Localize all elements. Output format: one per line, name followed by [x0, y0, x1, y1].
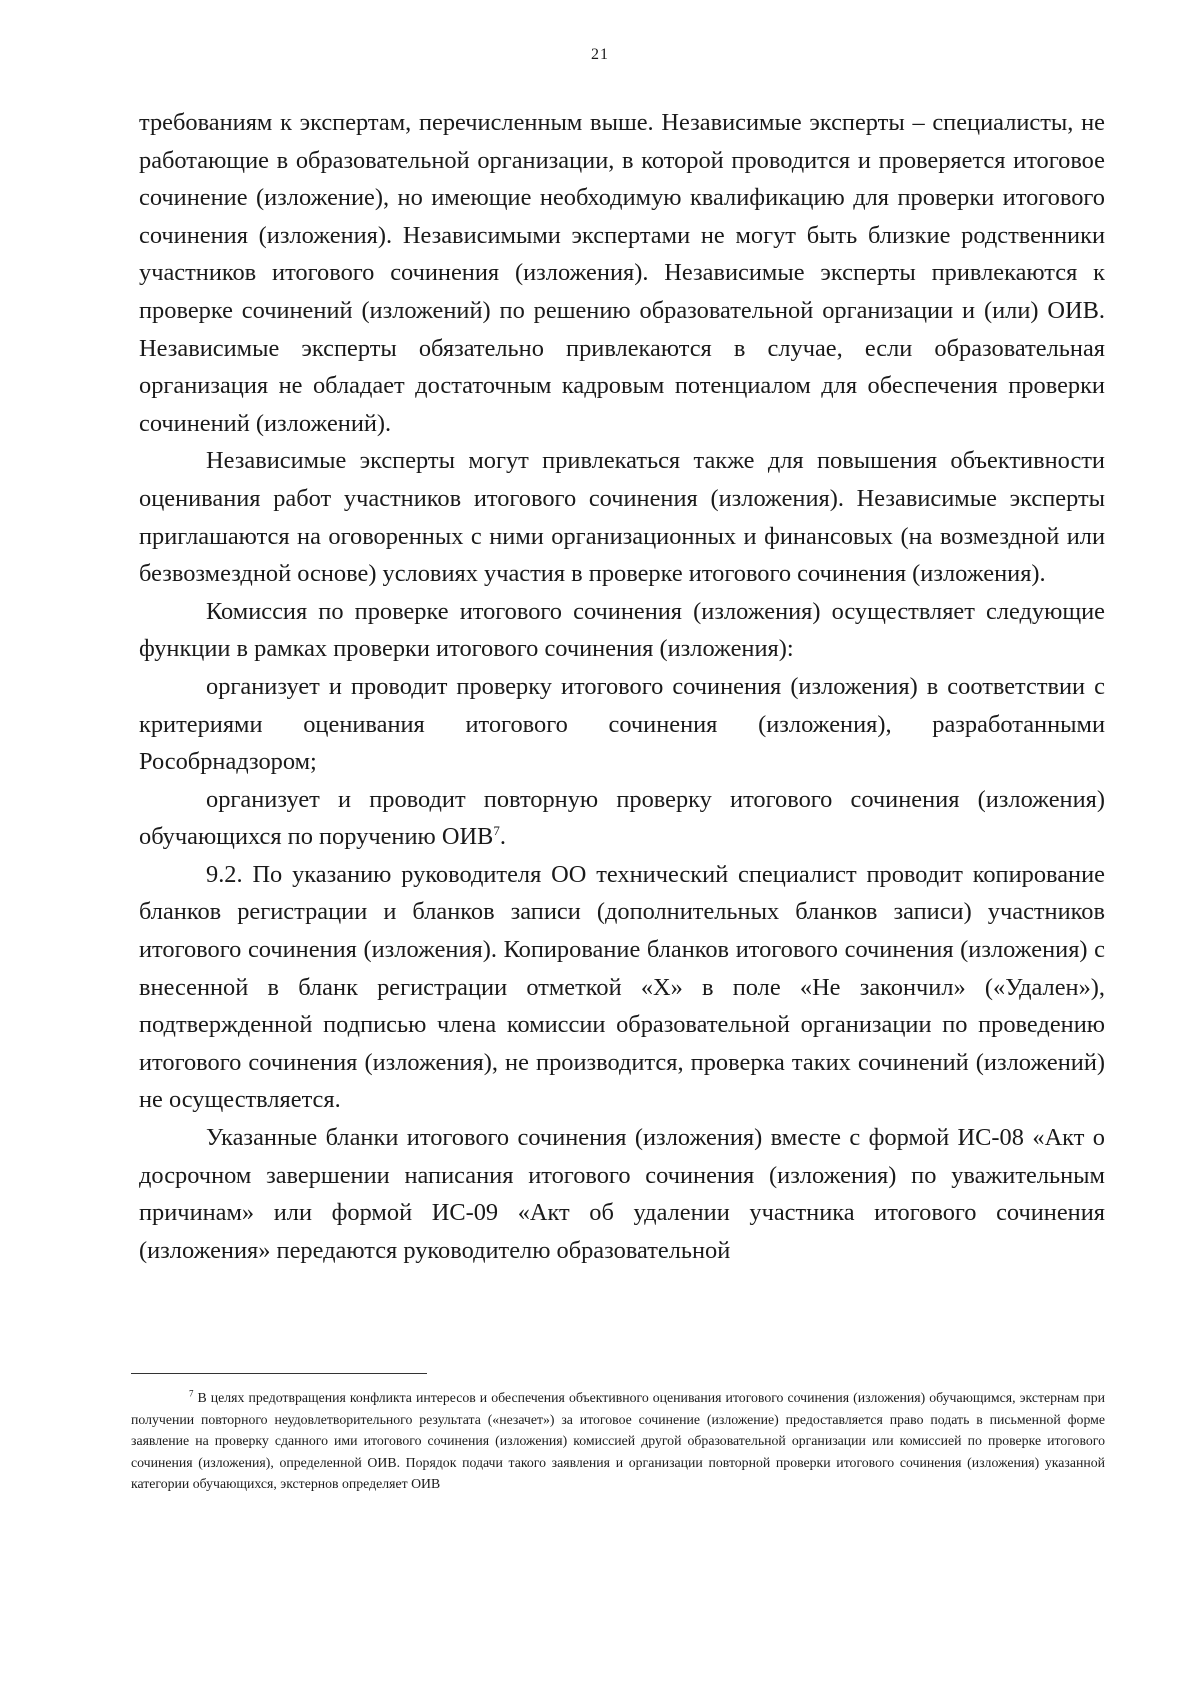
- paragraph-2: Независимые эксперты могут привлекаться также для повышения объективности оценивания работ участников итогового сочинения (изложения). Независимые эксперты приглашаются на оговоренных с ними организационных и финансовых (на возмездной или безвозмездной основе) условиях участия в проверке итогового сочинения (изложения).: [139, 447, 1105, 588]
- paragraph-5-text: организует и проводит повторную проверку итогового сочинения (изложения) обучающихся по поручению ОИВ: [139, 785, 1105, 851]
- paragraph-3: Комиссия по проверке итогового сочинения (изложения) осуществляет следующие функции в рамках проверки итогового сочинения (изложения):: [139, 597, 1105, 663]
- footnote-text: В целях предотвращения конфликта интересов и обеспечения объективного оценивания итогового сочинения (изложения) обучающимся, экстернам при получении повторного неудовлетворительного результата («незачет») за итоговое сочинение (изложение) предоставляется право подать в письменной форме заявление на проверку сданного ими итогового сочинения (изложения) комиссией другой образовательной организации или комиссией по проверке итогового сочинения (изложения), определенной ОИВ. Порядок подачи такого заявления и организации повторной проверки итогового сочинения (изложения) указанной категории обучающихся, экстернов определяет ОИВ: [131, 1390, 1105, 1492]
- main-text: [139, 104, 1105, 1269]
- footnote: [131, 1387, 1105, 1495]
- paragraph-5-end: .: [499, 823, 506, 851]
- paragraph-1: требованиям к экспертам, перечисленным выше. Независимые эксперты – специалисты, не работающие в образовательной организации, в которой проводится и проверяется итоговое сочинение (изложение), но имеющие необходимую квалификацию для проверки итогового сочинения (изложения). Независимыми экспертами не могут быть близкие родственники участников итогового сочинения (изложения). Независимые эксперты привлекаются к проверке сочинений (изложений) по решению образовательной организации и (или) ОИВ. Независимые эксперты обязательно привлекаются в случае, если образовательная организация не обладает достаточным кадровым потенциалом для обеспечения проверки сочинений (изложений).: [139, 109, 1105, 437]
- paragraph-4: организует и проводит проверку итогового сочинения (изложения) в соответствии с критериями оценивания итогового сочинения (изложения), разработанными Рособрнадзором;: [139, 672, 1105, 776]
- footnote-paragraph: [131, 1387, 1105, 1495]
- footnote-divider: [131, 1373, 427, 1374]
- footnote-reference: 7: [493, 823, 500, 839]
- paragraph-7: Указанные бланки итогового сочинения (изложения) вместе с формой ИС-08 «Акт о досрочном завершении написания итогового сочинения (изложения) по уважительным причинам» или формой ИС-09 «Акт об удалении участника итогового сочинения (изложения» передаются руководителю образовательной: [139, 1124, 1105, 1264]
- paragraph-6: 9.2. По указанию руководителя ОО технический специалист проводит копирование бланков регистрации и бланков записи (дополнительных бланков записи) участников итогового сочинения (изложения). Копирование бланков итогового сочинения (изложения) с внесенной в бланк регистрации отметкой «Х» в поле «Не закончил» («Удален»), подтвержденной подписью члена комиссии образовательной организации по проведению итогового сочинения (изложения), не производится, проверка таких сочинений (изложений) не осуществляется.: [139, 860, 1105, 1114]
- footnote-marker: 7: [189, 1388, 194, 1399]
- page-number: 21: [591, 46, 609, 63]
- paragraph-5: [139, 781, 1105, 856]
